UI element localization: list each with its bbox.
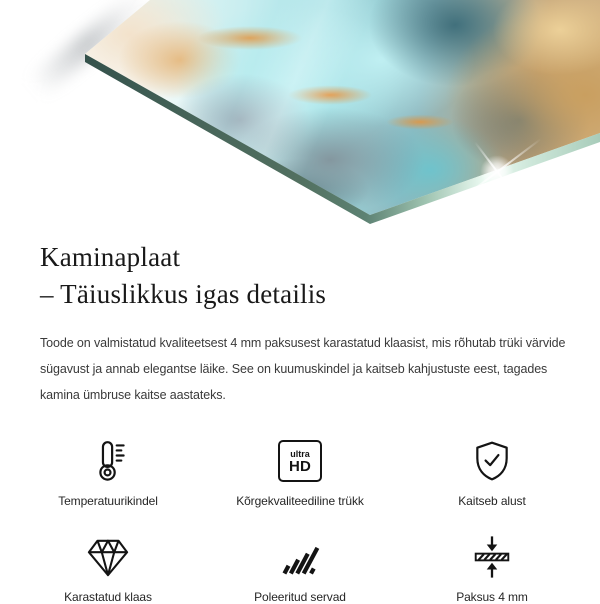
product-image	[0, 0, 600, 235]
page-title	[40, 239, 570, 313]
feature-tempered-glass	[12, 534, 204, 604]
feature-temperature	[12, 438, 204, 508]
ultra-hd-text-small: ultra	[290, 448, 310, 459]
page-title-line1: Kaminaplaat	[40, 242, 181, 272]
ultra-hd-text-large: HD	[288, 457, 312, 475]
polished-edges-icon	[277, 534, 323, 580]
feature-label: Temperatuurikindel	[58, 494, 158, 508]
feature-label: Paksus 4 mm	[456, 590, 528, 604]
feature-print-quality	[204, 438, 396, 508]
product-description: Toode on valmistatud kvaliteetsest 4 mm paksusest karastatud klaasist, mis rõhutab trüki värvide sügavust ja annab elegantse läike. See on kuumuskindel ja kaitseb kahjustuste eest, tagades kamina ümbruse kaitse aastateks.	[40, 336, 566, 402]
thickness-icon	[469, 534, 515, 580]
feature-label: Kõrgekvaliteediline trükk	[236, 494, 364, 508]
feature-label: Karastatud klaas	[64, 590, 152, 604]
shield-check-icon	[470, 438, 514, 484]
feature-polished-edges	[204, 534, 396, 604]
thermometer-icon	[85, 438, 131, 484]
feature-label: Kaitseb alust	[458, 494, 526, 508]
feature-label: Poleeritud servad	[254, 590, 346, 604]
diamond-icon	[85, 534, 131, 580]
product-details	[0, 235, 600, 604]
feature-protects-base	[396, 438, 588, 508]
page-title-line2: – Täiuslikkus igas detailis	[40, 279, 327, 309]
ultra-hd-icon	[278, 438, 322, 484]
feature-grid	[12, 438, 588, 604]
feature-thickness	[396, 534, 588, 604]
